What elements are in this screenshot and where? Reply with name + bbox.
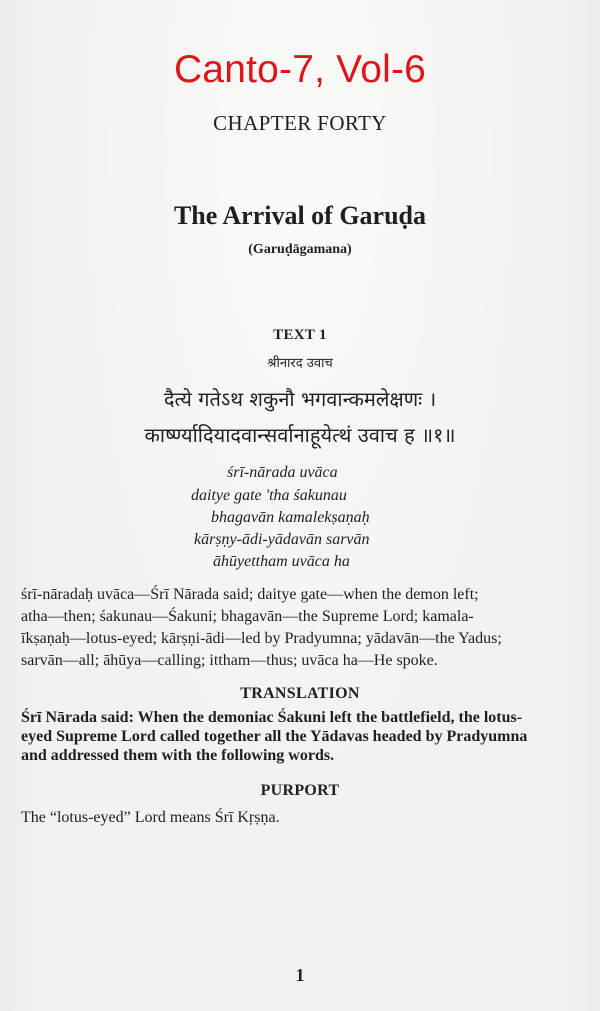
translation-body [21,708,581,765]
synonyms-line-2: atha—then; śakunau—Śakuni; bhagavān—the Supreme Lord; kamala- [21,608,474,625]
word-for-word-synonyms [21,584,581,672]
translation-heading: TRANSLATION [240,685,360,702]
purport-heading: PURPORT [260,782,340,799]
chapter-subtitle: (Garuḍāgamana) [248,242,352,257]
verse-speaker-devanagari: श्रीनारद उवाच [267,356,333,371]
transliteration-line-4: kārṣṇy-ādi-yādavān sarvān [194,531,370,548]
translation-line-1: Śrī Nārada said: When the demoniac Śakuni left the battlefield, the lotus- [21,709,523,726]
chapter-number: CHAPTER FORTY [213,111,387,135]
canto-volume-label: Canto-7, Vol-6 [173,48,427,91]
transliteration-line-5: āhūyettham uvāca ha [213,553,350,570]
synonyms-line-3: īkṣaṇaḥ—lotus-eyed; kārṣṇi-ādi—led by Pradyumna; yādavān—the Yadus; [21,630,502,647]
devanagari-line-1: दैत्ये गतेऽथ शकुनौ भगवान्कमलेक्षणः । [163,387,437,411]
synonyms-line-4: sarvān—all; āhūya—calling; ittham—thus; uvāca ha—He spoke. [21,652,438,669]
transliteration-line-3: bhagavān kamalekṣaṇaḥ [211,509,370,526]
purport-text: The “lotus-eyed” Lord means Śrī Kṛṣṇa. [21,809,280,826]
synonyms-line-1: śrī-nāradaḥ uvāca—Śrī Nārada said; daitye gate—when the demon left; [21,586,479,603]
transliteration-line-2: daitye gate 'tha śakunau [191,487,347,504]
translation-line-3: and addressed them with the following words. [21,747,335,764]
translation-line-2: eyed Supreme Lord called together all the Yādavas headed by Pradyumna [21,728,528,745]
page-number: 1 [295,965,305,985]
transliteration-line-1: śrī-nārada uvāca [227,464,338,481]
chapter-title: The Arrival of Garuḍa [173,201,427,230]
devanagari-line-2: कार्ष्ण्यादियादवान्सर्वानाहूयेत्थं उवाच ह ॥१॥ [144,423,456,447]
verse-number-heading: TEXT 1 [273,327,327,343]
